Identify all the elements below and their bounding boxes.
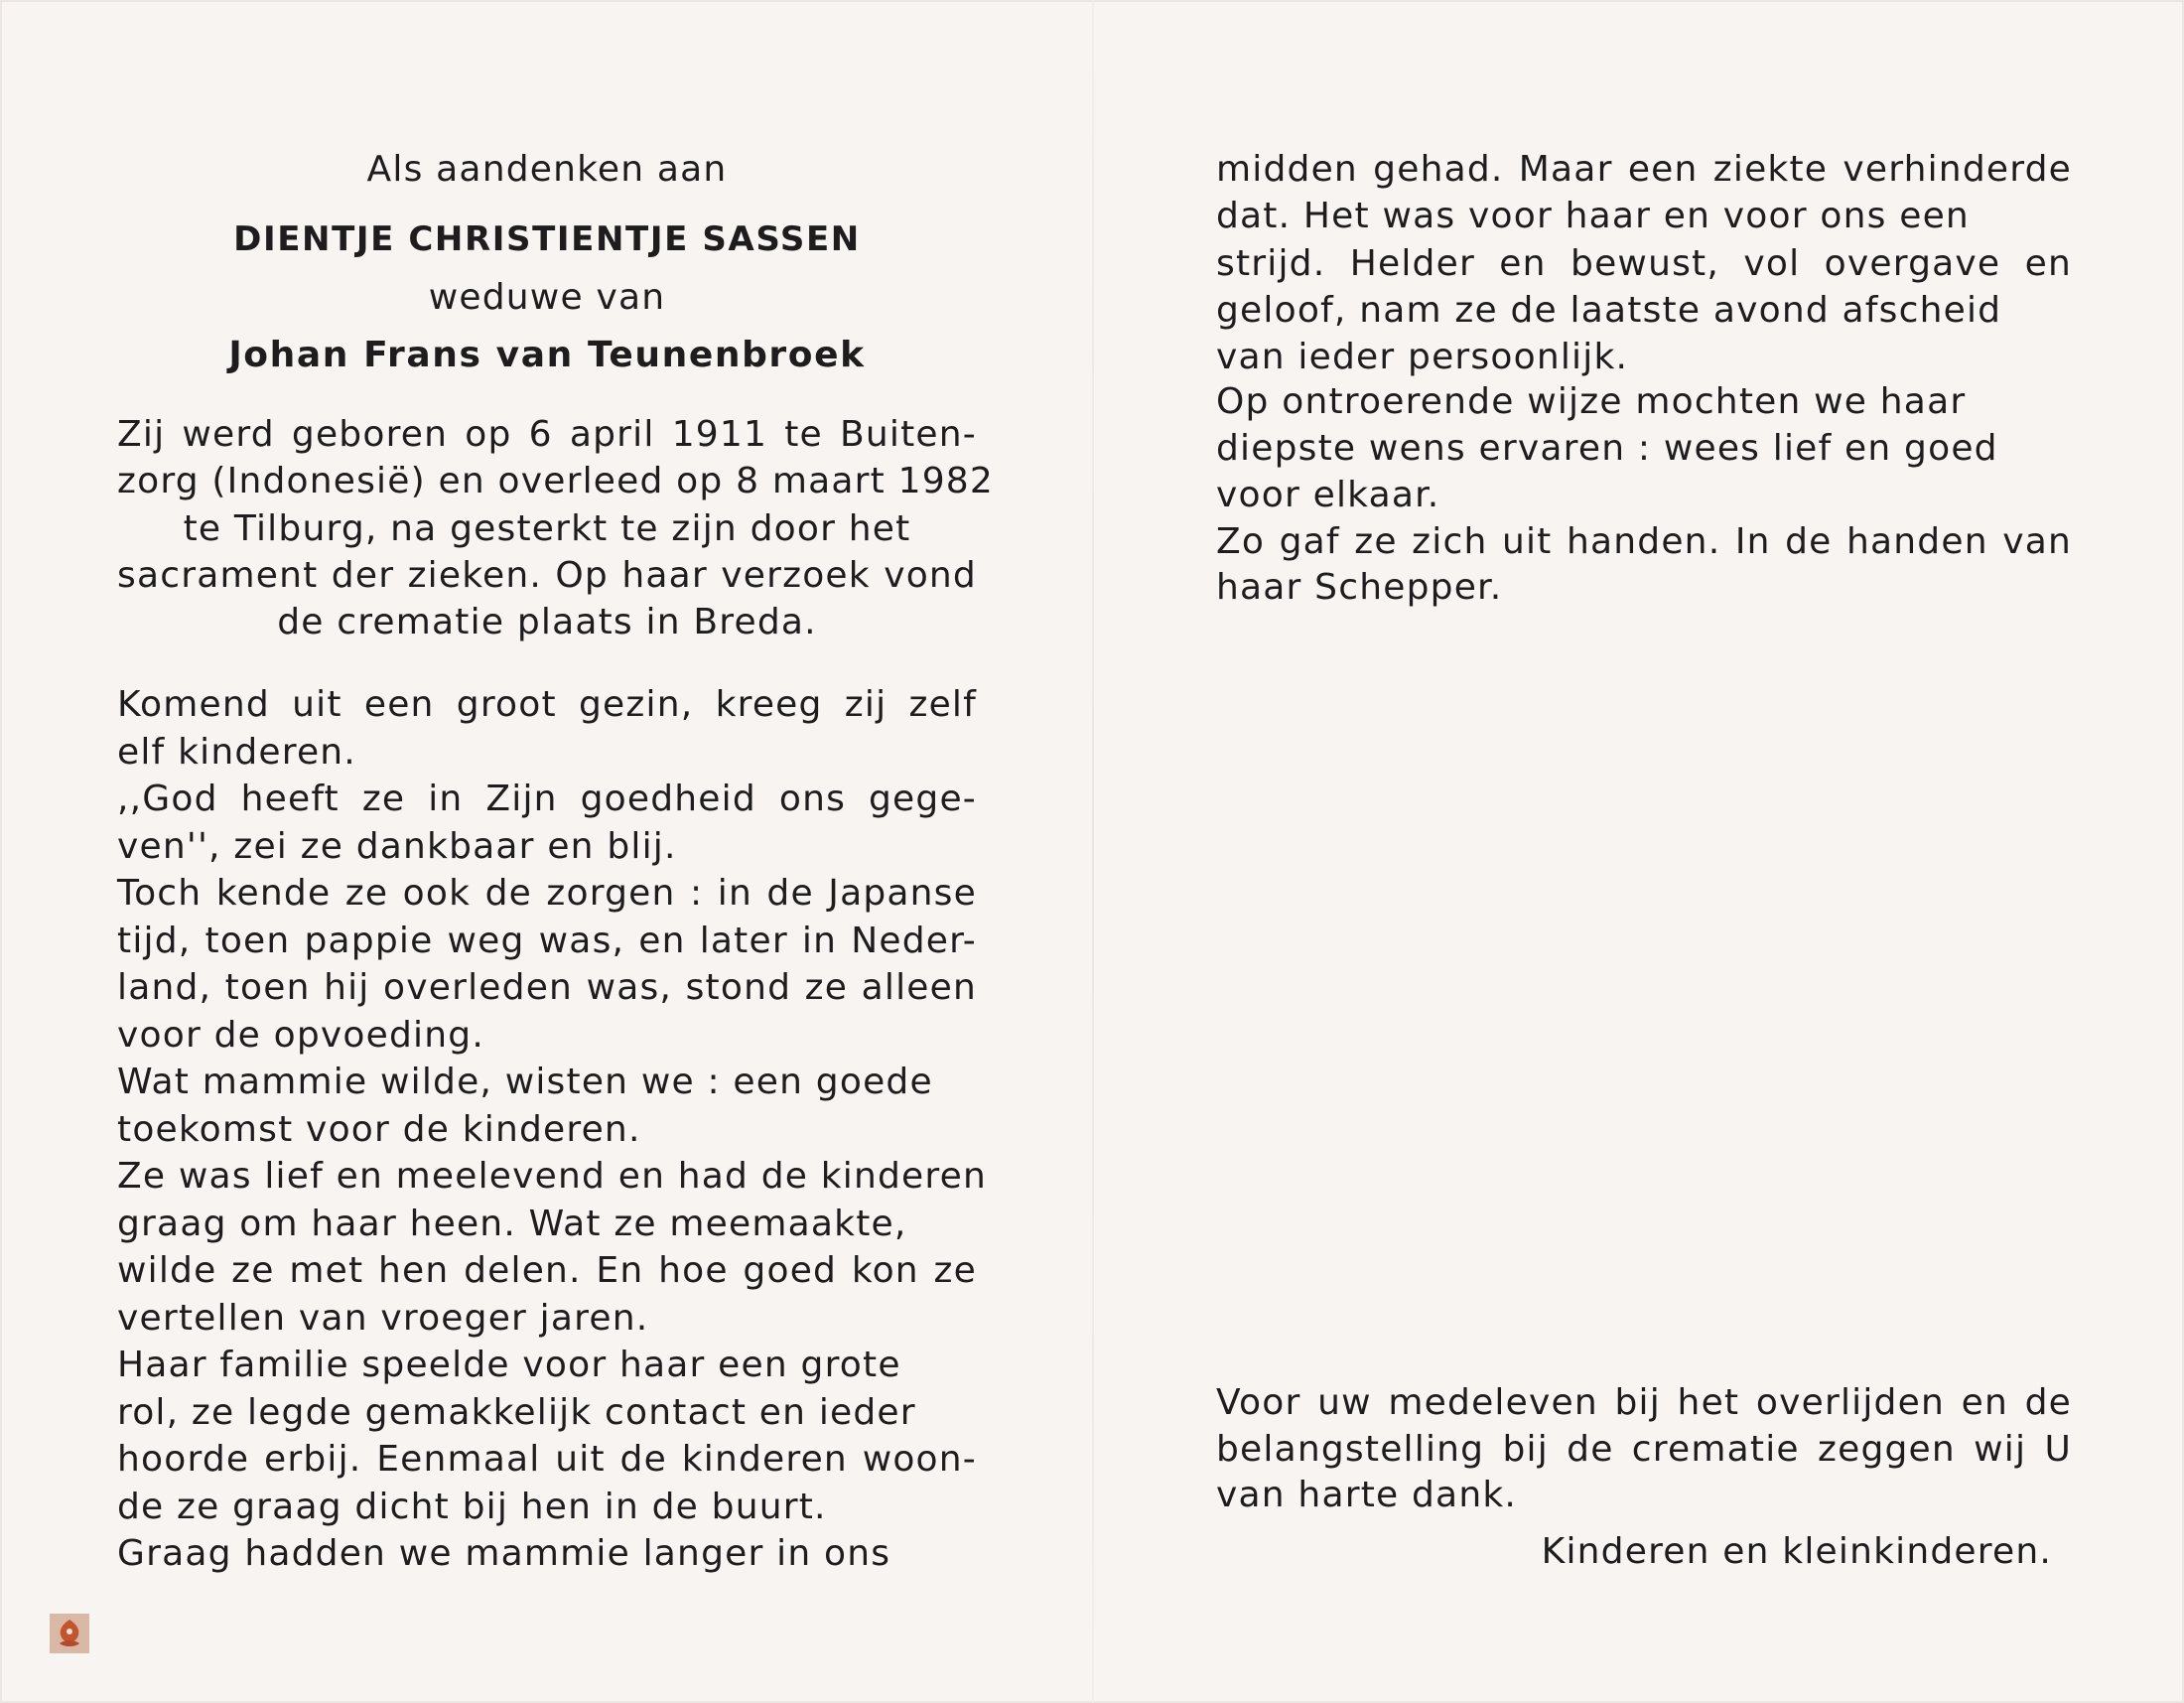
- tribute-line: toekomst voor de kinderen.: [117, 1109, 641, 1150]
- tribute-line: diepste wens ervaren : wees lief en goed: [1216, 428, 1998, 469]
- tribute-line: ven'', zei ze dankbaar en blij.: [117, 826, 677, 867]
- tribute-line: van ieder persoonlijk.: [1216, 337, 1629, 377]
- tribute-line: rol, ze legde gemakkelijk contact en ieder: [117, 1392, 916, 1433]
- tribute-line: midden gehad. Maar een ziekte verhinderde: [1216, 149, 2072, 190]
- bio-line: sacrament der zieken. Op haar verzoek vond: [117, 555, 977, 596]
- intro-text: Als aandenken aan: [366, 149, 728, 190]
- tribute-line: Graag hadden we mammie langer in ons: [117, 1533, 891, 1574]
- thanks-line: van harte dank.: [1216, 1475, 1518, 1515]
- thanks-line: belangstelling bij de crematie zeggen wij U: [1216, 1429, 2072, 1470]
- tribute-line: voor de opvoeding.: [117, 1015, 484, 1056]
- bio-line: Zij werd geboren op 6 april 1911 te Buiten-: [117, 414, 977, 455]
- card-fold-line: [1092, 0, 1094, 1703]
- tribute-line: Toch kende ze ook de zorgen : in de Japanse: [117, 873, 977, 914]
- ornament-icon: [50, 1614, 89, 1653]
- deceased-name: DIENTJE CHRISTIENTJE SASSEN: [233, 219, 861, 259]
- relation-text: weduwe van: [428, 277, 666, 318]
- tribute-line: graag om haar heen. Wat ze meemaakte,: [117, 1204, 907, 1244]
- tribute-line: ,,God heeft ze in Zijn goedheid ons gege-: [117, 779, 977, 819]
- spouse-name: Johan Frans van Teunenbroek: [228, 335, 866, 375]
- tribute-line: Wat mammie wilde, wisten we : een goede: [117, 1062, 933, 1102]
- tribute-line: de ze graag dicht bij hen in de buurt.: [117, 1487, 827, 1527]
- tribute-line: vertellen van vroeger jaren.: [117, 1298, 649, 1339]
- tribute-line: Zo gaf ze zich uit handen. In de handen van: [1216, 521, 2072, 562]
- tribute-line: tijd, toen pappie weg was, en later in Neder-: [117, 921, 977, 961]
- tribute-line: land, toen hij overleden was, stond ze alleen: [117, 967, 977, 1008]
- bio-line: zorg (Indonesië) en overleed op 8 maart 1982: [117, 461, 995, 501]
- tribute-line: Komend uit een groot gezin, kreeg zij zelf: [117, 684, 977, 725]
- signature: Kinderen en kleinkinderen.: [1541, 1531, 2052, 1572]
- bio-line: te Tilburg, na gesterkt te zijn door het: [183, 508, 911, 549]
- bio-line: de crematie plaats in Breda.: [277, 602, 817, 642]
- tribute-line: haar Schepper.: [1216, 567, 1503, 608]
- tribute-line: dat. Het was voor haar en voor ons een: [1216, 196, 1970, 236]
- tribute-line: Haar familie speelde voor haar een grote: [117, 1345, 901, 1385]
- tribute-line: Op ontroerende wijze mochten we haar: [1216, 381, 1967, 422]
- tribute-line: strijd. Helder en bewust, vol overgave en: [1216, 243, 2072, 284]
- thanks-line: Voor uw medeleven bij het overlijden en de: [1216, 1382, 2072, 1423]
- tribute-line: elf kinderen.: [117, 732, 356, 773]
- tribute-line: voor elkaar.: [1216, 475, 1440, 515]
- tribute-line: wilde ze met hen delen. En hoe goed kon ze: [117, 1250, 977, 1291]
- tribute-line: Ze was lief en meelevend en had de kinderen: [117, 1156, 987, 1197]
- tribute-line: hoorde erbij. Eenmaal uit de kinderen woon-: [117, 1439, 977, 1480]
- tribute-line: geloof, nam ze de laatste avond afscheid: [1216, 290, 2002, 331]
